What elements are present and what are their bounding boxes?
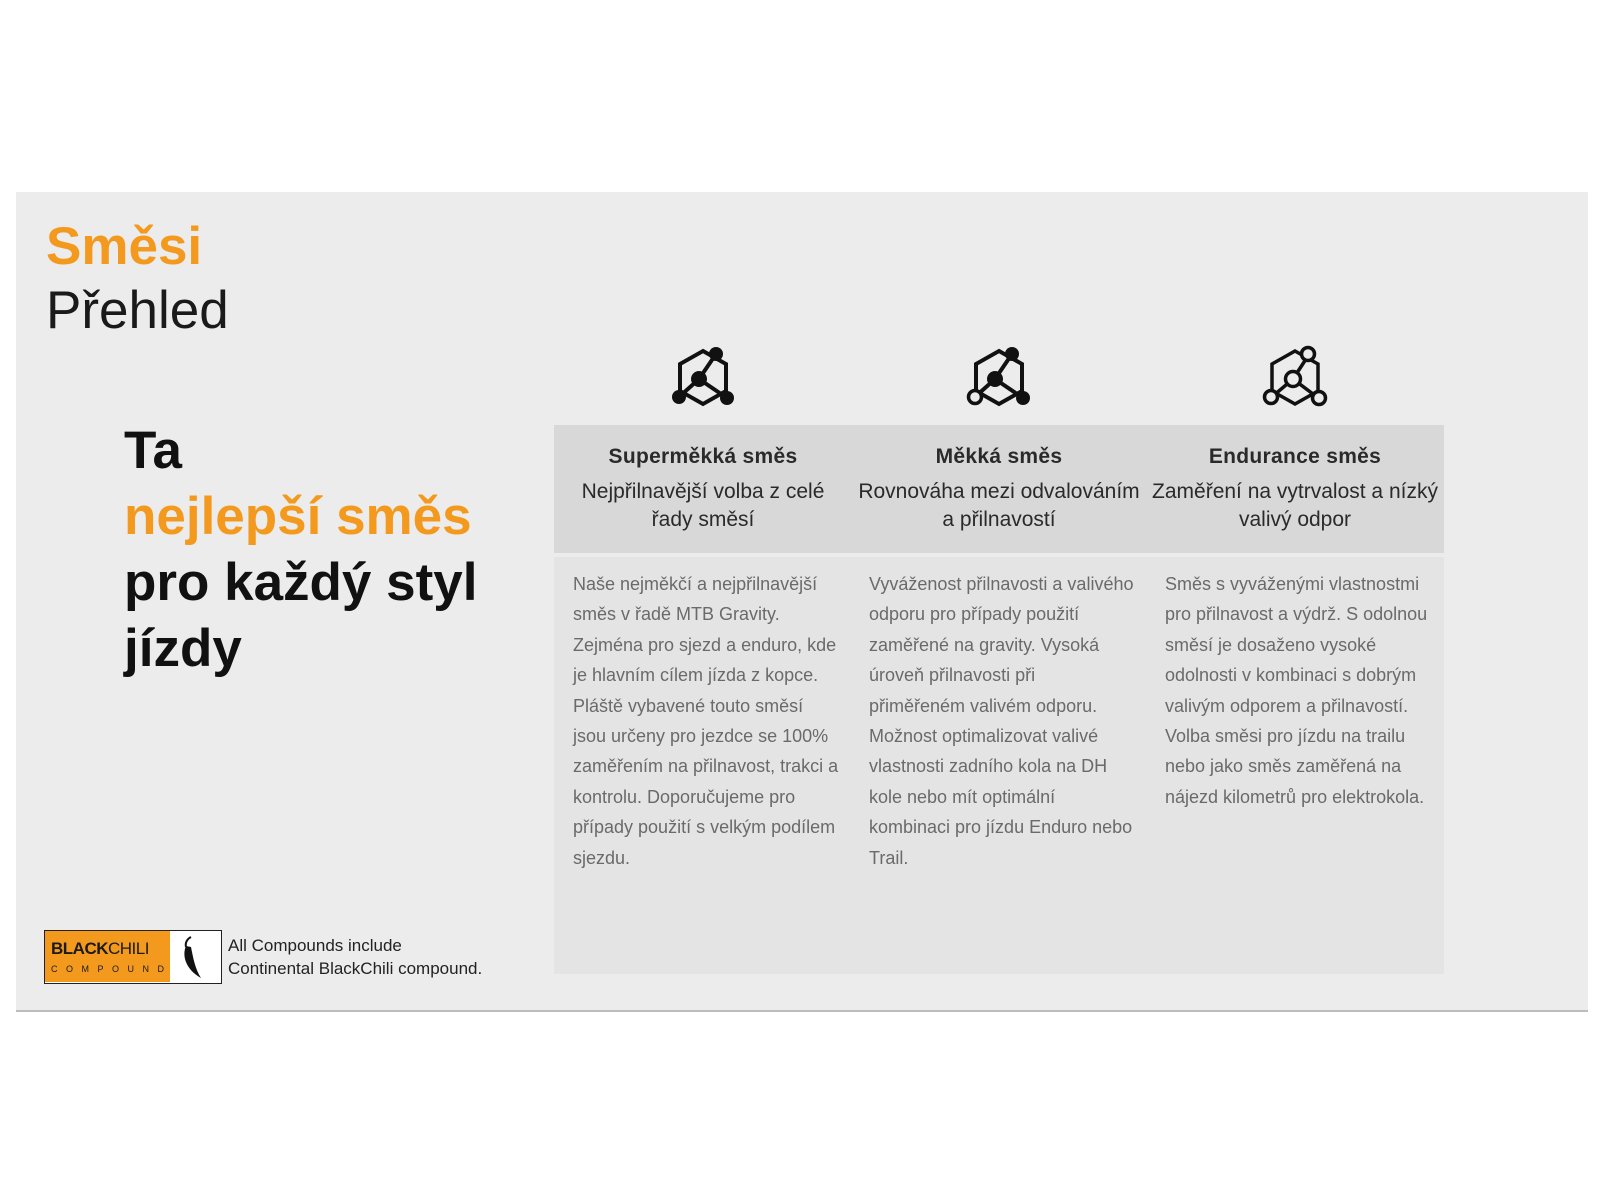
logo-wordmark: BLACKCHILI: [51, 939, 149, 958]
card-title: Měkká směs: [935, 445, 1063, 468]
card-subtitle: Rovnováha mezi odvalováním a přilnavostí: [858, 480, 1140, 531]
chili-pepper-icon: [173, 933, 219, 981]
footnote-line-2: Continental BlackChili compound.: [228, 959, 483, 978]
card-subtitle: Nejpřilnavější volba z celé řady směsí: [581, 480, 825, 531]
compound-card-soft: [850, 425, 1148, 974]
compound-card-supersoft: [554, 425, 852, 974]
card-description: Směs s vyváženými vlastnostmi pro přilnavost a výdrž. S odolnou směsí je dosaženo vysoké odolnosti v kombinaci s dobrým valivým odporem a přilnavostí. Volba směsi pro jízdu na trailu nebo jako směs zaměřená na nájezd kilometrů pro elektrokola.: [1146, 557, 1444, 974]
card-subtitle: Zaměření na vytrvalost a nízký valivý odpor: [1152, 480, 1438, 531]
page-subtitle: Přehled: [46, 281, 229, 340]
page-title: Směsi: [46, 217, 203, 276]
card-title: Superměkká směs: [608, 445, 798, 468]
card-description: Naše nejměkčí a nejpřilnavější směs v řadě MTB Gravity. Zejména pro sjezd a enduro, kde je hlavním cílem jízda z kopce. Pláště vybavené touto směsí jsou určeny pro jezdce se 100% zaměřením na přilnavost, trakci a kontrolu. Doporučujeme pro případy použití s velkým podílem sjezdu.: [554, 557, 852, 974]
card-header: [850, 425, 1148, 553]
blackchili-logo: [44, 930, 222, 984]
logo-compound-text: COMPOUND: [51, 964, 173, 974]
molecule-icon: [668, 343, 738, 413]
molecule-icon: [964, 343, 1034, 413]
compound-footnote: [228, 934, 482, 980]
card-title: Endurance směs: [1208, 445, 1382, 468]
footnote-line-1: All Compounds include: [228, 936, 402, 955]
molecule-icon: [1260, 343, 1330, 413]
tagline: [124, 418, 477, 682]
tagline-highlight: nejlepší směs: [124, 487, 472, 546]
card-header: [1146, 425, 1444, 553]
tagline-line-3: pro každý styl: [124, 553, 478, 612]
tagline-line-4: jízdy: [124, 619, 242, 678]
slide-panel: [16, 192, 1588, 1012]
card-description: Vyváženost přilnavosti a valivého odporu pro případy použití zaměřené na gravity. Vysoká úroveň přilnavosti při přiměřeném valivém odporu. Možnost optimalizovat valivé vlastnosti zadního kola na DH kole nebo mít optimální kombinaci pro jízdu Enduro nebo Trail.: [850, 557, 1148, 974]
card-header: [554, 425, 852, 553]
compound-card-endurance: [1146, 425, 1444, 974]
tagline-line-1: Ta: [124, 421, 182, 480]
